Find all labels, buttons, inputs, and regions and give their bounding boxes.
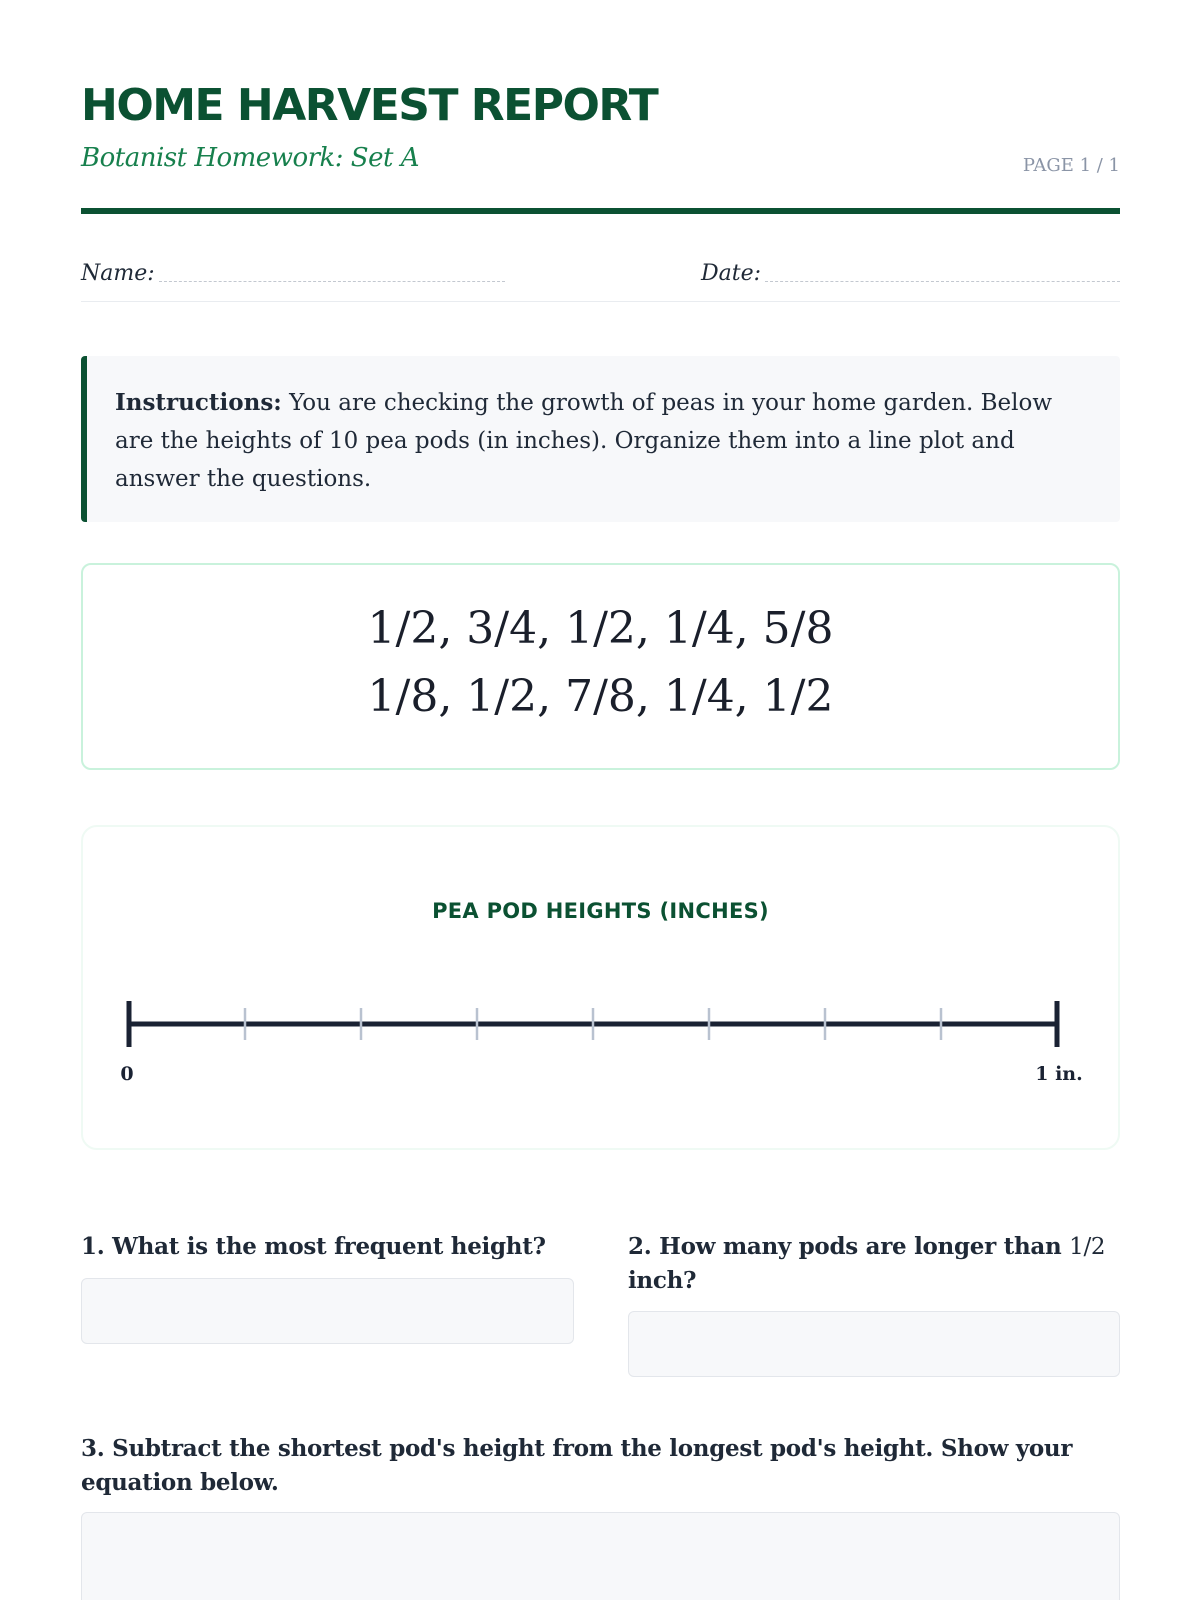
report-title: HOME HARVEST REPORT [81,80,658,131]
answer-box-2[interactable] [628,1311,1120,1377]
question-1-text: What is the most frequent height? [112,1233,546,1260]
question-1 [81,1230,571,1264]
question-3-number: 3. [81,1435,105,1462]
report-subtitle: Botanist Homework: Set A [81,143,419,173]
answer-box-1[interactable] [81,1278,574,1344]
name-field[interactable] [81,258,505,286]
number-line-start-label: 0 [120,1063,134,1085]
data-set-line-1: 1/2, 3/4, 1/2, 1/4, 5/8 [367,603,834,654]
data-set-line-2: 1/8, 1/2, 7/8, 1/4, 1/2 [367,671,834,722]
question-2-text: How many pods are longer than [659,1233,1062,1260]
data-set-box [81,563,1120,770]
name-label: Name: [81,261,155,286]
date-blank-line[interactable] [765,281,1120,282]
fields-divider [81,301,1120,302]
line-plot-card [81,825,1120,1150]
line-plot-svg [83,827,1122,1152]
name-blank-line[interactable] [159,281,505,282]
header-divider [81,208,1120,214]
question-2 [628,1230,1108,1298]
instructions-lead: Instructions: [115,389,282,416]
question-2-fraction: 1/2 [1069,1234,1106,1260]
question-2-text-after: inch? [628,1267,697,1294]
instructions-box [81,356,1120,522]
question-2-number: 2. [628,1233,652,1260]
question-3 [81,1432,1121,1500]
question-3-text: Subtract the shortest pod's height from the longest pod's height. Show your equation below. [81,1435,1073,1496]
number-line-end-label: 1 in. [1035,1063,1083,1085]
question-1-number: 1. [81,1233,105,1260]
line-plot-title: PEA POD HEIGHTS (INCHES) [432,899,769,923]
page-number: PAGE 1 / 1 [1022,155,1120,176]
date-field[interactable] [701,258,1120,286]
instructions-text: You are checking the growth of peas in your home garden. Below are the heights of 10 pea pods (in inches). Organize them into a line plot and answer the questions. [115,390,1053,492]
date-label: Date: [701,261,762,286]
answer-box-3[interactable] [81,1512,1120,1600]
